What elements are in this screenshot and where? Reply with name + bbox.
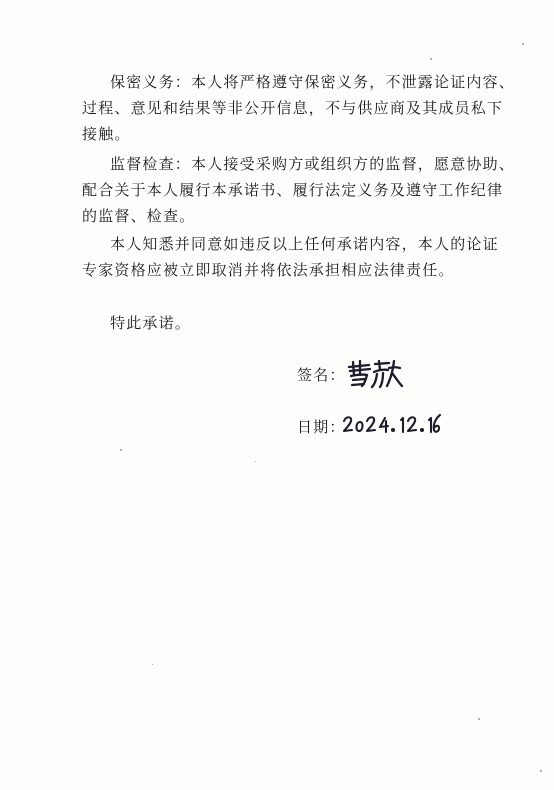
scan-speck — [522, 43, 524, 45]
paragraph-supervision-line-1: 监督检查：本人接受采购方或组织方的监督，愿意协助、 — [110, 155, 516, 173]
paragraph-confidentiality-line-3: 接触。 — [82, 125, 131, 143]
paragraph-supervision-line-3: 的监督、检查。 — [82, 207, 196, 225]
date-label: 日期： — [297, 418, 346, 436]
paragraph-supervision-line-2: 配合关于本人履行本承诺书、履行法定义务及遵守工作纪律 — [82, 181, 504, 199]
scan-speck — [430, 58, 432, 60]
paragraph-consequence-line-2: 专家资格应被立即取消并将依法承担相应法律责任。 — [82, 261, 455, 279]
handwritten-signature — [345, 358, 405, 390]
scan-speck — [152, 664, 153, 665]
scan-speck — [255, 461, 256, 462]
scan-speck — [120, 449, 122, 451]
closing-statement: 特此承诺。 — [110, 314, 192, 332]
scan-speck — [540, 770, 542, 772]
handwritten-date — [341, 410, 443, 436]
signature-label: 签名： — [297, 366, 346, 384]
paragraph-consequence-line-1: 本人知悉并同意如违反以上任何承诺内容，本人的论证 — [110, 235, 499, 253]
paragraph-confidentiality-line-1: 保密义务：本人将严格遵守保密义务，不泄露论证内容、 — [110, 73, 516, 91]
paragraph-confidentiality-line-2: 过程、意见和结果等非公开信息，不与供应商及其成员私下 — [82, 99, 504, 117]
scan-speck — [478, 718, 480, 720]
